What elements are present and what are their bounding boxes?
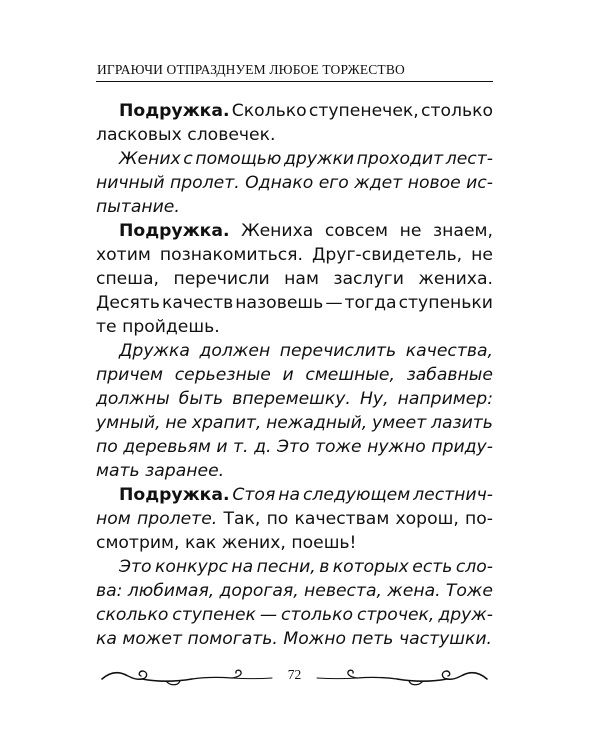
text-line xyxy=(96,411,493,435)
text-line xyxy=(96,483,493,507)
word: по xyxy=(96,437,118,457)
word: Жених xyxy=(119,149,181,169)
text-line xyxy=(96,147,493,171)
word: перечислить xyxy=(279,341,397,361)
word: дорогая, xyxy=(219,581,299,601)
word: храпит, xyxy=(191,413,262,433)
header-rule xyxy=(96,81,493,82)
word: смешные, xyxy=(305,365,395,385)
word: пролет. xyxy=(170,173,240,193)
word: любимая, xyxy=(127,581,215,601)
word: Друг-свидетель, xyxy=(312,245,463,265)
word: должен xyxy=(199,341,271,361)
word: как xyxy=(184,533,217,553)
text-line xyxy=(96,363,493,387)
word: Стоя xyxy=(232,485,276,505)
word: быть xyxy=(178,389,224,409)
text-line xyxy=(96,219,493,243)
word: хотим xyxy=(96,245,151,265)
word: нужно xyxy=(367,437,426,457)
word: помогать. xyxy=(187,629,278,649)
word: словечек. xyxy=(187,125,276,145)
text-line xyxy=(96,99,493,123)
word: сло- xyxy=(455,557,493,577)
word: должны xyxy=(96,389,170,409)
word: ступенек xyxy=(172,605,256,625)
word: заранее. xyxy=(145,461,225,481)
word: сколько xyxy=(96,605,169,625)
word: столько xyxy=(421,101,493,121)
word: друж- xyxy=(438,605,493,625)
word: проходит xyxy=(356,149,444,169)
word: лестнич- xyxy=(413,485,493,505)
word: и xyxy=(282,365,294,385)
text-line xyxy=(96,459,493,483)
word: помощью xyxy=(195,149,282,169)
body-text xyxy=(96,99,493,651)
text-line xyxy=(96,315,493,339)
word: перечисли xyxy=(173,269,270,289)
word: в xyxy=(319,557,330,577)
word: серьезные xyxy=(174,365,271,385)
word: Десять xyxy=(96,293,160,313)
word: Подружка. xyxy=(119,221,230,241)
word: спеша, xyxy=(96,269,159,289)
word: т. xyxy=(233,437,249,457)
word: лест- xyxy=(445,149,493,169)
word: которых xyxy=(332,557,409,577)
word: Жениха xyxy=(241,221,314,241)
word: назовешь xyxy=(235,293,324,313)
word: приду- xyxy=(431,437,493,457)
word: д. xyxy=(254,437,272,457)
word: мать xyxy=(96,461,140,481)
word: на xyxy=(231,557,254,577)
word: ном xyxy=(96,509,131,529)
word: забавные xyxy=(406,365,493,385)
text-line xyxy=(96,555,493,579)
word: ждет xyxy=(354,173,403,193)
word: частушки. xyxy=(398,629,493,649)
word: новое xyxy=(407,173,461,193)
word: жениха. xyxy=(418,269,493,289)
word: жена. xyxy=(387,581,441,601)
word: ступеньки xyxy=(398,293,493,313)
word: хорош, xyxy=(395,509,459,529)
word: деревьям xyxy=(123,437,211,457)
word: есть xyxy=(412,557,453,577)
word: не xyxy=(165,413,188,433)
word: качествам xyxy=(294,509,390,529)
word: петь xyxy=(351,629,394,649)
word: Сколько xyxy=(231,101,307,121)
text-line xyxy=(96,627,493,651)
word: строчек, xyxy=(356,605,435,625)
word: Можно xyxy=(283,629,346,649)
word: например: xyxy=(397,389,493,409)
page-footer xyxy=(96,662,493,692)
text-line xyxy=(96,291,493,315)
word: ка xyxy=(96,629,117,649)
word: знаем, xyxy=(433,221,493,241)
word: следующем xyxy=(302,485,411,505)
word: Дружка xyxy=(119,341,190,361)
word: столько xyxy=(281,605,353,625)
word: Подружка. xyxy=(119,101,230,121)
word: Однако xyxy=(245,173,314,193)
word: по- xyxy=(465,509,493,529)
word: совсем xyxy=(324,221,388,241)
text-line xyxy=(96,243,493,267)
word: Это xyxy=(276,437,310,457)
word: и xyxy=(216,437,228,457)
word: причем xyxy=(96,365,164,385)
word: качеств xyxy=(161,293,234,313)
running-head: ИГРАЮЧИ ОТПРАЗДНУЕМ ЛЮБОЕ ТОРЖЕСТВО xyxy=(97,62,405,77)
word: нам xyxy=(284,269,319,289)
word: Так, xyxy=(223,509,261,529)
word: ис- xyxy=(466,173,493,193)
text-line xyxy=(96,339,493,363)
page-number: 72 xyxy=(287,667,302,682)
text-line xyxy=(96,531,493,555)
word: невеста, xyxy=(304,581,383,601)
text-line xyxy=(96,507,493,531)
word: смотрим, xyxy=(96,533,180,553)
text-line xyxy=(96,267,493,291)
word: те xyxy=(96,317,117,337)
word: умный, xyxy=(96,413,161,433)
text-line xyxy=(96,435,493,459)
word: пытание. xyxy=(96,197,180,217)
word: с xyxy=(183,149,193,169)
word: песни, xyxy=(256,557,316,577)
word: жених, xyxy=(221,533,286,553)
text-line xyxy=(96,387,493,411)
word: Подружка. xyxy=(119,485,230,505)
word: не xyxy=(399,221,422,241)
word: ласковых xyxy=(96,125,182,145)
word: Тоже xyxy=(445,581,493,601)
word: ступенечек, xyxy=(308,101,419,121)
word: может xyxy=(122,629,182,649)
word: — xyxy=(325,293,343,313)
word: дружки xyxy=(284,149,355,169)
word: лазить xyxy=(430,413,493,433)
word: его xyxy=(318,173,349,193)
word: познакомиться. xyxy=(159,245,303,265)
word: по xyxy=(266,509,289,529)
text-line xyxy=(96,579,493,603)
word: конкурс xyxy=(154,557,228,577)
word: заслуги xyxy=(333,269,404,289)
word: Это xyxy=(119,557,152,577)
word: ничный xyxy=(96,173,165,193)
text-line xyxy=(96,603,493,627)
word: на xyxy=(278,485,301,505)
word: Ну, xyxy=(360,389,389,409)
text-line xyxy=(96,171,493,195)
word: ва: xyxy=(96,581,123,601)
word: не xyxy=(471,245,493,265)
word: поешь! xyxy=(291,533,357,553)
word: вперемешку. xyxy=(232,389,351,409)
word: качества, xyxy=(405,341,493,361)
word: тоже xyxy=(315,437,362,457)
word: тогда xyxy=(344,293,397,313)
text-line xyxy=(96,123,493,147)
word: — xyxy=(259,605,278,625)
text-line xyxy=(96,195,493,219)
word: пролете. xyxy=(136,509,218,529)
word: пройдешь. xyxy=(122,317,220,337)
word: нежадный, xyxy=(266,413,368,433)
word: умеет xyxy=(371,413,427,433)
